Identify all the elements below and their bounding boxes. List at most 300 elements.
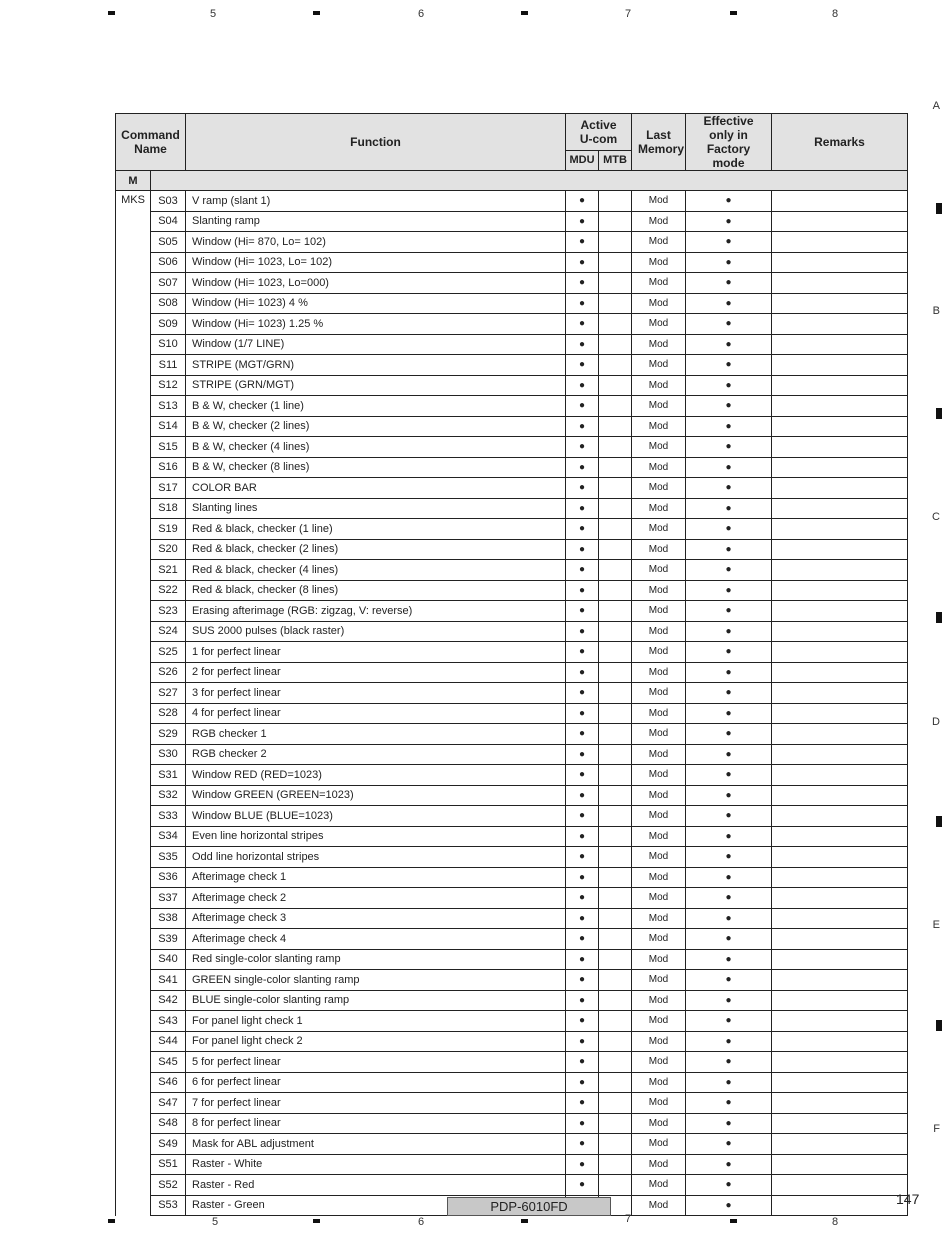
mtb-cell [599, 724, 632, 745]
factory-bullet: ● [686, 785, 772, 806]
last-memory: Mod [632, 888, 686, 909]
factory-bullet: ● [686, 929, 772, 950]
table-row [116, 396, 908, 417]
function-text: Window (Hi= 1023, Lo=000) [186, 273, 566, 294]
factory-bullet: ● [686, 1072, 772, 1093]
remarks-cell [772, 724, 908, 745]
last-memory: Mod [632, 908, 686, 929]
table-row [116, 1154, 908, 1175]
command-code: S03 [151, 191, 186, 212]
last-memory: Mod [632, 785, 686, 806]
function-text: Window BLUE (BLUE=1023) [186, 806, 566, 827]
mtb-cell [599, 211, 632, 232]
remarks-cell [772, 314, 908, 335]
factory-bullet: ● [686, 437, 772, 458]
last-memory: Mod [632, 211, 686, 232]
table-row [116, 293, 908, 314]
header-mtb: MTB [599, 150, 632, 170]
factory-bullet: ● [686, 375, 772, 396]
table-row [116, 580, 908, 601]
factory-bullet: ● [686, 519, 772, 540]
mtb-cell [599, 990, 632, 1011]
mtb-cell [599, 396, 632, 417]
mdu-bullet: ● [566, 293, 599, 314]
factory-bullet: ● [686, 703, 772, 724]
factory-bullet: ● [686, 211, 772, 232]
grid-row-letter: E [932, 919, 940, 931]
factory-bullet: ● [686, 1052, 772, 1073]
mtb-cell [599, 478, 632, 499]
mdu-bullet: ● [566, 908, 599, 929]
mdu-bullet: ● [566, 334, 599, 355]
function-text: RGB checker 1 [186, 724, 566, 745]
remarks-cell [772, 1011, 908, 1032]
mdu-bullet: ● [566, 1175, 599, 1196]
remarks-cell [772, 1134, 908, 1155]
mdu-bullet: ● [566, 273, 599, 294]
mdu-bullet: ● [566, 232, 599, 253]
function-text: Red & black, checker (1 line) [186, 519, 566, 540]
function-text: Window (Hi= 1023, Lo= 102) [186, 252, 566, 273]
table-row [116, 744, 908, 765]
command-code: S28 [151, 703, 186, 724]
mtb-cell [599, 744, 632, 765]
mtb-cell [599, 437, 632, 458]
table-row [116, 703, 908, 724]
factory-bullet: ● [686, 642, 772, 663]
table-row [116, 826, 908, 847]
mdu-bullet: ● [566, 888, 599, 909]
mtb-cell [599, 416, 632, 437]
function-text: 8 for perfect linear [186, 1113, 566, 1134]
table-row [116, 970, 908, 991]
table-row [116, 273, 908, 294]
mdu-bullet: ● [566, 621, 599, 642]
mtb-cell [599, 929, 632, 950]
mtb-cell [599, 191, 632, 212]
last-memory: Mod [632, 478, 686, 499]
function-text: SUS 2000 pulses (black raster) [186, 621, 566, 642]
function-text: 4 for perfect linear [186, 703, 566, 724]
last-memory: Mod [632, 293, 686, 314]
command-code: S26 [151, 662, 186, 683]
remarks-cell [772, 293, 908, 314]
table-row [116, 437, 908, 458]
command-code: S25 [151, 642, 186, 663]
grid-marker [108, 1219, 115, 1223]
command-code: S23 [151, 601, 186, 622]
mdu-bullet: ● [566, 1072, 599, 1093]
command-code: S52 [151, 1175, 186, 1196]
grid-marker [521, 1219, 528, 1223]
last-memory: Mod [632, 457, 686, 478]
mdu-bullet: ● [566, 1154, 599, 1175]
function-text: 2 for perfect linear [186, 662, 566, 683]
function-text: 7 for perfect linear [186, 1093, 566, 1114]
factory-bullet: ● [686, 334, 772, 355]
table-row [116, 1011, 908, 1032]
mtb-cell [599, 867, 632, 888]
mdu-bullet: ● [566, 1134, 599, 1155]
factory-bullet: ● [686, 765, 772, 786]
last-memory: Mod [632, 1011, 686, 1032]
last-memory: Mod [632, 437, 686, 458]
factory-bullet: ● [686, 539, 772, 560]
factory-bullet: ● [686, 416, 772, 437]
command-code: S10 [151, 334, 186, 355]
function-text: B & W, checker (8 lines) [186, 457, 566, 478]
remarks-cell [772, 765, 908, 786]
grid-marker [936, 612, 942, 623]
mtb-cell [599, 1113, 632, 1134]
command-code: S17 [151, 478, 186, 499]
table-row [116, 888, 908, 909]
grid-marker [936, 408, 942, 419]
last-memory: Mod [632, 949, 686, 970]
factory-bullet: ● [686, 293, 772, 314]
last-memory: Mod [632, 355, 686, 376]
table-row [116, 457, 908, 478]
command-code: S43 [151, 1011, 186, 1032]
function-text: Window GREEN (GREEN=1023) [186, 785, 566, 806]
mtb-cell [599, 314, 632, 335]
function-text: BLUE single-color slanting ramp [186, 990, 566, 1011]
mtb-cell [599, 293, 632, 314]
table-row [116, 334, 908, 355]
remarks-cell [772, 457, 908, 478]
remarks-cell [772, 601, 908, 622]
mtb-cell [599, 642, 632, 663]
last-memory: Mod [632, 1072, 686, 1093]
grid-marker [936, 816, 942, 827]
table-row [116, 785, 908, 806]
mdu-bullet: ● [566, 560, 599, 581]
factory-bullet: ● [686, 314, 772, 335]
table-row [116, 908, 908, 929]
command-code: S13 [151, 396, 186, 417]
command-code: S30 [151, 744, 186, 765]
function-text: V ramp (slant 1) [186, 191, 566, 212]
command-code: S29 [151, 724, 186, 745]
last-memory: Mod [632, 314, 686, 335]
remarks-cell [772, 908, 908, 929]
remarks-cell [772, 396, 908, 417]
command-code: S38 [151, 908, 186, 929]
factory-bullet: ● [686, 744, 772, 765]
mdu-bullet: ● [566, 519, 599, 540]
factory-bullet: ● [686, 498, 772, 519]
mtb-cell [599, 1175, 632, 1196]
mdu-bullet: ● [566, 929, 599, 950]
grid-marker [108, 11, 115, 15]
remarks-cell [772, 703, 908, 724]
header-remarks: Remarks [772, 114, 908, 171]
grid-row-letter: B [932, 305, 940, 317]
section-label: M [116, 171, 151, 191]
table-row [116, 1052, 908, 1073]
mtb-cell [599, 683, 632, 704]
function-text: 6 for perfect linear [186, 1072, 566, 1093]
last-memory: Mod [632, 662, 686, 683]
command-code: S46 [151, 1072, 186, 1093]
command-code: S11 [151, 355, 186, 376]
remarks-cell [772, 519, 908, 540]
grid-column-number: 6 [418, 8, 425, 20]
factory-bullet: ● [686, 867, 772, 888]
command-code: S42 [151, 990, 186, 1011]
command-code: S08 [151, 293, 186, 314]
command-code: S53 [151, 1195, 186, 1216]
mdu-bullet: ● [566, 457, 599, 478]
last-memory: Mod [632, 847, 686, 868]
factory-bullet: ● [686, 662, 772, 683]
command-code: S31 [151, 765, 186, 786]
mtb-cell [599, 252, 632, 273]
mtb-cell [599, 888, 632, 909]
mdu-bullet: ● [566, 1031, 599, 1052]
table-row [116, 724, 908, 745]
function-text: Mask for ABL adjustment [186, 1134, 566, 1155]
last-memory: Mod [632, 724, 686, 745]
grid-marker [936, 203, 942, 214]
table-row [116, 847, 908, 868]
table-row [116, 314, 908, 335]
mdu-bullet: ● [566, 314, 599, 335]
remarks-cell [772, 191, 908, 212]
table-row [116, 211, 908, 232]
table-row [116, 867, 908, 888]
table-row [116, 662, 908, 683]
function-text: Afterimage check 3 [186, 908, 566, 929]
remarks-cell [772, 478, 908, 499]
mdu-bullet: ● [566, 662, 599, 683]
header-active-ucom: Active U-com [566, 114, 632, 151]
remarks-cell [772, 867, 908, 888]
function-text: STRIPE (GRN/MGT) [186, 375, 566, 396]
remarks-cell [772, 929, 908, 950]
function-text: Afterimage check 2 [186, 888, 566, 909]
command-code: S19 [151, 519, 186, 540]
remarks-cell [772, 785, 908, 806]
mdu-bullet: ● [566, 1113, 599, 1134]
table-row [116, 1072, 908, 1093]
remarks-cell [772, 375, 908, 396]
last-memory: Mod [632, 498, 686, 519]
mtb-cell [599, 539, 632, 560]
factory-bullet: ● [686, 621, 772, 642]
mtb-cell [599, 621, 632, 642]
header-factory-mode: Effective only in Factory mode [686, 114, 772, 171]
table-row [116, 683, 908, 704]
function-text: Raster - Green [186, 1195, 566, 1216]
last-memory: Mod [632, 703, 686, 724]
command-code: S49 [151, 1134, 186, 1155]
factory-bullet: ● [686, 888, 772, 909]
factory-bullet: ● [686, 252, 772, 273]
function-text: Red & black, checker (8 lines) [186, 580, 566, 601]
last-memory: Mod [632, 273, 686, 294]
grid-column-number: 6 [418, 1216, 425, 1228]
command-code: S20 [151, 539, 186, 560]
command-code: S44 [151, 1031, 186, 1052]
last-memory: Mod [632, 560, 686, 581]
command-code: S18 [151, 498, 186, 519]
mdu-bullet: ● [566, 847, 599, 868]
function-text: Window (Hi= 870, Lo= 102) [186, 232, 566, 253]
function-text: STRIPE (MGT/GRN) [186, 355, 566, 376]
function-text: RGB checker 2 [186, 744, 566, 765]
factory-bullet: ● [686, 1154, 772, 1175]
remarks-cell [772, 211, 908, 232]
function-text: Red & black, checker (2 lines) [186, 539, 566, 560]
last-memory: Mod [632, 1052, 686, 1073]
group-name: MKS [116, 191, 151, 1216]
remarks-cell [772, 1154, 908, 1175]
last-memory: Mod [632, 683, 686, 704]
function-text: Raster - Red [186, 1175, 566, 1196]
command-code: S45 [151, 1052, 186, 1073]
mtb-cell [599, 949, 632, 970]
remarks-cell [772, 273, 908, 294]
mdu-bullet: ● [566, 1052, 599, 1073]
last-memory: Mod [632, 396, 686, 417]
header-command-name: Command Name [116, 114, 186, 171]
function-text: COLOR BAR [186, 478, 566, 499]
table-row [116, 806, 908, 827]
factory-bullet: ● [686, 601, 772, 622]
mdu-bullet: ● [566, 744, 599, 765]
remarks-cell [772, 232, 908, 253]
remarks-cell [772, 355, 908, 376]
function-text: Erasing afterimage (RGB: zigzag, V: reverse) [186, 601, 566, 622]
grid-column-number: 8 [832, 1216, 839, 1228]
command-code: S39 [151, 929, 186, 950]
mdu-bullet: ● [566, 806, 599, 827]
mtb-cell [599, 703, 632, 724]
grid-column-number: 7 [625, 8, 632, 20]
remarks-cell [772, 498, 908, 519]
last-memory: Mod [632, 1031, 686, 1052]
command-code: S36 [151, 867, 186, 888]
header-last-memory: Last Memory [632, 114, 686, 171]
factory-bullet: ● [686, 990, 772, 1011]
remarks-cell [772, 949, 908, 970]
remarks-cell [772, 826, 908, 847]
function-text: Red & black, checker (4 lines) [186, 560, 566, 581]
remarks-cell [772, 437, 908, 458]
factory-bullet: ● [686, 396, 772, 417]
table-row [116, 416, 908, 437]
function-text: B & W, checker (1 line) [186, 396, 566, 417]
mtb-cell [599, 1093, 632, 1114]
last-memory: Mod [632, 1134, 686, 1155]
command-code: S06 [151, 252, 186, 273]
mdu-bullet: ● [566, 642, 599, 663]
remarks-cell [772, 744, 908, 765]
remarks-cell [772, 1175, 908, 1196]
mdu-bullet: ● [566, 949, 599, 970]
factory-bullet: ● [686, 1134, 772, 1155]
mdu-bullet: ● [566, 396, 599, 417]
factory-bullet: ● [686, 478, 772, 499]
section-row [116, 171, 908, 191]
command-code: S07 [151, 273, 186, 294]
factory-bullet: ● [686, 1113, 772, 1134]
mtb-cell [599, 765, 632, 786]
command-code: S48 [151, 1113, 186, 1134]
table-row [116, 355, 908, 376]
function-text: Window RED (RED=1023) [186, 765, 566, 786]
mdu-bullet: ● [566, 478, 599, 499]
factory-bullet: ● [686, 1093, 772, 1114]
last-memory: Mod [632, 1195, 686, 1216]
grid-marker [313, 11, 320, 15]
grid-marker [730, 11, 737, 15]
remarks-cell [772, 1052, 908, 1073]
table-row [116, 191, 908, 212]
function-text: B & W, checker (2 lines) [186, 416, 566, 437]
grid-marker [730, 1219, 737, 1223]
function-text: Window (Hi= 1023) 4 % [186, 293, 566, 314]
command-code: S04 [151, 211, 186, 232]
remarks-cell [772, 683, 908, 704]
factory-bullet: ● [686, 580, 772, 601]
table-row [116, 621, 908, 642]
factory-bullet: ● [686, 273, 772, 294]
last-memory: Mod [632, 1154, 686, 1175]
remarks-cell [772, 806, 908, 827]
table-row [116, 539, 908, 560]
function-text: 3 for perfect linear [186, 683, 566, 704]
last-memory: Mod [632, 375, 686, 396]
command-code: S51 [151, 1154, 186, 1175]
mtb-cell [599, 580, 632, 601]
mtb-cell [599, 1052, 632, 1073]
function-text: Red single-color slanting ramp [186, 949, 566, 970]
command-code: S24 [151, 621, 186, 642]
function-text: GREEN single-color slanting ramp [186, 970, 566, 991]
remarks-cell [772, 334, 908, 355]
model-label: PDP-6010FD [447, 1197, 611, 1216]
mdu-bullet: ● [566, 498, 599, 519]
last-memory: Mod [632, 867, 686, 888]
function-text: 1 for perfect linear [186, 642, 566, 663]
function-text: B & W, checker (4 lines) [186, 437, 566, 458]
mdu-bullet: ● [566, 867, 599, 888]
mdu-bullet: ● [566, 683, 599, 704]
last-memory: Mod [632, 806, 686, 827]
mdu-bullet: ● [566, 375, 599, 396]
mtb-cell [599, 785, 632, 806]
remarks-cell [772, 539, 908, 560]
last-memory: Mod [632, 1093, 686, 1114]
command-code: S35 [151, 847, 186, 868]
function-text: Odd line horizontal stripes [186, 847, 566, 868]
last-memory: Mod [632, 929, 686, 950]
last-memory: Mod [632, 580, 686, 601]
table-row [116, 232, 908, 253]
command-code: S15 [151, 437, 186, 458]
grid-marker [521, 11, 528, 15]
command-code: S41 [151, 970, 186, 991]
grid-row-letter: A [932, 100, 940, 112]
mdu-bullet: ● [566, 826, 599, 847]
mtb-cell [599, 273, 632, 294]
grid-column-number: 5 [210, 8, 217, 20]
table-row [116, 252, 908, 273]
remarks-cell [772, 1093, 908, 1114]
mtb-cell [599, 1134, 632, 1155]
